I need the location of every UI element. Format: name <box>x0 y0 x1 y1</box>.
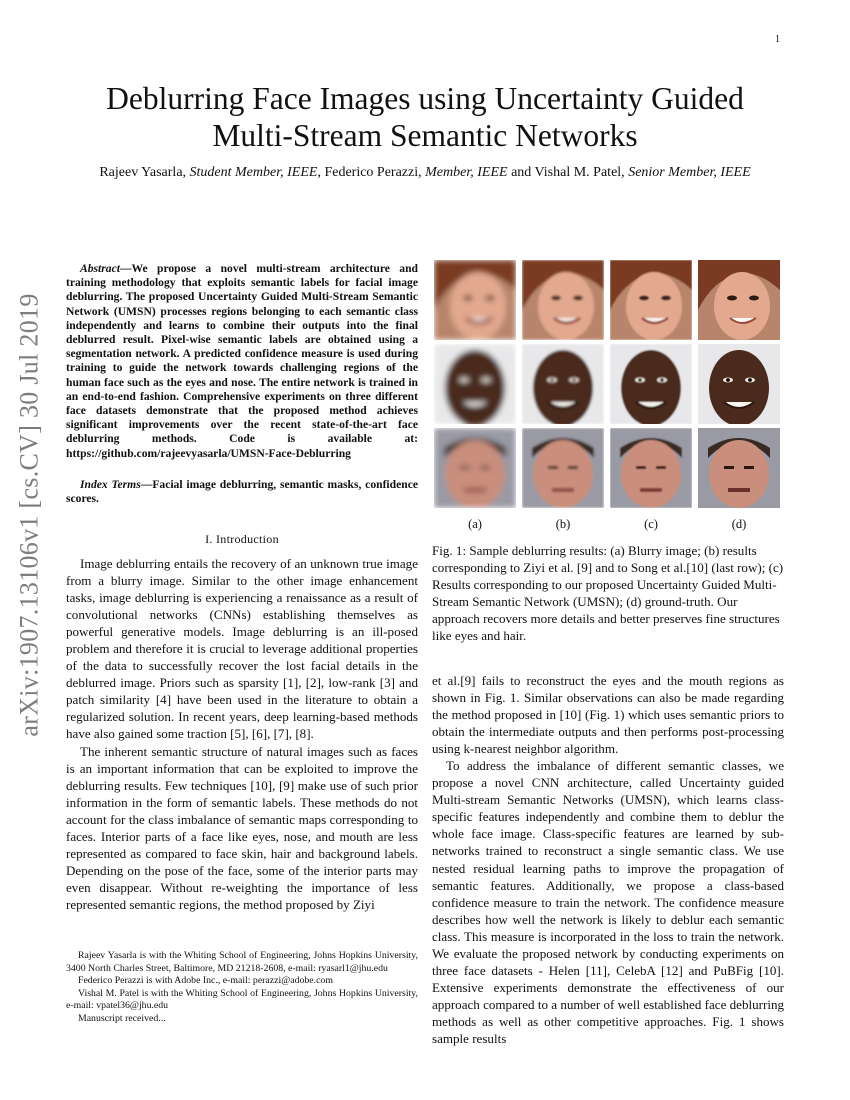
footnote: Vishal M. Patel is with the Whiting School of Engineering, Johns Hopkins University, e-mail: vpatel36@jhu.edu <box>66 987 418 1012</box>
body-paragraph: et al.[9] fails to reconstruct the eyes and the mouth regions as shown in Fig. 1. Similar observations can also be made regarding the method proposed in [10] (Fig. 1) which uses semantic priors to obtain the intermediate outputs and then performs post-processing using k-nearest neighbor algorithm. <box>432 673 784 757</box>
section-heading: I. Introduction <box>205 532 279 546</box>
author-list <box>90 164 760 182</box>
figure-caption-text: Fig. 1: Sample deblurring results: (a) Blurry image; (b) results corresponding to Ziyi et al. [9] and to Song et al.[10] (last row); (c) Results corresponding to our proposed Uncertainty Guided Multi-Stream Semantic Network (UMSN); (d) ground-truth. Our approach recovers more details and better preserves fine structures like eyes and hair. <box>432 543 784 644</box>
face-image-row2-b <box>522 344 604 424</box>
introduction-body <box>66 555 418 913</box>
face-image-row1-d <box>698 260 780 340</box>
face-image-row3-c <box>610 428 692 508</box>
face-image-row1-a <box>434 260 516 340</box>
sublabel-a: (a) <box>468 517 482 531</box>
figure-caption <box>432 542 784 644</box>
abstract <box>66 262 418 461</box>
arxiv-id: arXiv:1907.13106v1 [cs.CV] 30 Jul 2019 <box>15 293 45 737</box>
abstract-text: —We propose a novel multi-stream architecture and training methodology that exploits semantic labels for facial image deblurring. The proposed Uncertainty Guided Multi-Stream Semantic Network (UMSN) processes regions belonging to each semantic class independently and learns to combine their outputs into the final deblurred result. Pixel-wise semantic labels are obtained using a segmentation network. A predicted confidence measure is used during training to guide the network towards challenging regions of the human face such as the eyes and nose. The entire network is trained in an end-to-end fashion. Comprehensive experiments on three different face datasets demonstrate that the proposed method achieves significant improvements over the recent state-of-the-art face deblurring methods. Code is available at: https://github.com/rajeevyasarla/UMSN-Face-Deblurring <box>66 262 418 460</box>
figure-sublabels <box>434 517 780 532</box>
sublabel-d: (d) <box>731 517 747 531</box>
footnote: Rajeev Yasarla is with the Whiting School of Engineering, Johns Hopkins University, 3400 North Charles Street, Baltimore, MD 21218-2608, e-mail: ryasarl1@jhu.edu <box>66 950 418 974</box>
footnote: Manuscript received... <box>78 1012 166 1024</box>
face-image-row2-a <box>434 344 516 424</box>
index-terms <box>66 478 418 506</box>
face-image-row2-d <box>698 344 780 424</box>
intro-paragraph: Image deblurring entails the recovery of an unknown true image from a blurry image. Similar to the other image enhancement tasks, image deblurring is experiencing a renaissance as a result of convolutional networks (CNNs) establishing themselves as powerful generative models. Image deblurring is an ill-posed problem and therefore it is crucial to leverage additional properties of the data to successfully recover the lost facial details in the deblurred image. Priors such as sparsity [1], [2], low-rank [3] and patch similarity [4] have been used in the literature to obtain a regularized solution. In recent years, deep learning-based methods have also gained some traction [5], [6], [7], [8]. <box>66 556 418 742</box>
abstract-lead: Abstract <box>80 262 120 275</box>
face-image-row3-b <box>522 428 604 508</box>
author-3-role: Senior Member, IEEE <box>628 165 751 180</box>
author-1: Rajeev Yasarla, <box>99 165 190 180</box>
index-terms-text: —Facial image deblurring, semantic masks, confidence scores. <box>66 478 418 506</box>
paper-title <box>60 80 790 154</box>
title-line-1: Deblurring Face Images using Uncertainty Guided <box>106 81 744 116</box>
footnotes <box>66 950 418 1026</box>
figure-1-grid <box>434 260 780 508</box>
face-image-row2-c <box>610 344 692 424</box>
intro-paragraph: The inherent semantic structure of natural images such as faces is an important information that can be exploited to improve the deblurring results. Few techniques [10], [9] make use of such prior information in the form of semantic labels. These methods do not account for the class imbalance of semantic maps corresponding to faces. Interior parts of a face like eyes, nose, and mouth are less represented as compared to face skin, hair and background labels. Depending on the pose of the face, some of the interior parts may even disappear. Without re-weighting the importance of less represented semantic regions, the method proposed by Ziyi <box>66 743 418 912</box>
index-terms-lead: Index Terms <box>80 478 141 491</box>
footnote: Federico Perazzi is with Adobe Inc., e-mail: perazzi@adobe.com <box>78 975 333 987</box>
title-line-2: Multi-Stream Semantic Networks <box>212 118 638 153</box>
body-paragraph: To address the imbalance of different semantic classes, we propose a novel CNN architecture, called Uncertainty guided Multi-stream Semantic Networks (UMSN), which learns class-specific features independently and combine them to deblur the whole face image. Class-specific features are learned by sub-networks trained to reconstruct a single semantic class. We use nested residual learning paths to improve the propagation of semantic features. Additionally, we propose a class-based confidence measure to train the network. The confidence measure describes how well the network is likely to deblur each semantic class. This measure is incorporated in the loss to train the network. We evaluate the proposed network by conducting experiments on three face datasets - Helen [11], CelebA [12] and PuBFig [10]. Extensive experiments demonstrate the effectiveness of our approach compared to a number of well established face deblurring methods as well as other competitive approaches. Fig. 1 shows sample results <box>432 758 784 1046</box>
face-image-row1-b <box>522 260 604 340</box>
sublabel-c: (c) <box>644 517 658 531</box>
face-image-row1-c <box>610 260 692 340</box>
sublabel-b: (b) <box>555 517 571 531</box>
author-2-role: Member, IEEE <box>425 165 508 180</box>
author-3: and Vishal M. Patel, <box>507 165 629 180</box>
right-column-body <box>432 672 784 1047</box>
author-1-role: Student Member, IEEE <box>189 165 318 180</box>
arxiv-stamp <box>5 293 55 737</box>
face-image-row3-a <box>434 428 516 508</box>
face-image-row3-d <box>698 428 780 508</box>
page-number: 1 <box>775 34 780 45</box>
author-2: , Federico Perazzi, <box>317 165 426 180</box>
